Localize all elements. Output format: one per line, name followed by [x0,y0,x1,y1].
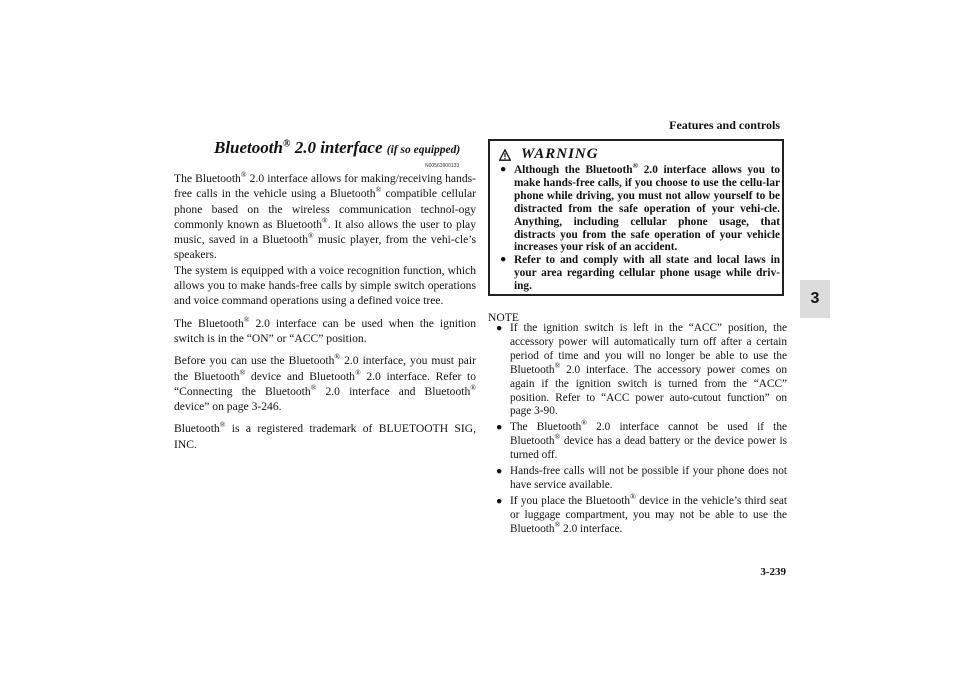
warning-item-text: Although the Bluetooth® 2.0 interface allows you to make hands-free calls, if you choose to use the cellu-lar phone while driving, you must not allow yourself to be distracted from the safe operation of your vehi-cle. Anything, including cellular phone usage, that distracts you from the safe operation of your vehicle increases your risk of an accident. [514,161,780,254]
title-rest: 2.0 interface [290,138,387,157]
title-main: Bluetooth [214,138,283,157]
note-item-text: Hands-free calls will not be possible if your phone does not have service available. [510,465,787,491]
registered-mark: ® [375,185,382,195]
warning-title: WARNING [521,146,599,162]
registered-mark: ® [554,519,561,529]
warning-header [499,146,599,163]
note-item [496,492,787,537]
bullet-icon: ● [496,422,503,434]
registered-mark: ® [310,383,317,392]
document-code: N00563900133 [425,163,460,169]
warning-item-text: Refer to and comply with all state and local laws in your area regarding cellular phone usage while driv-ing. [514,254,780,293]
note-item-text: If the ignition switch is left in the “ACC” position, the accessory power will automatically turn off after a certain period of time and you will no longer be able to use the Bluetooth® 2.0 interface. The accessory power comes on again if the ignition switch is turned from the “ACC” position. Refer to “ACC power auto-cutout function” on page 3-90. [510,322,787,418]
registered-mark: ® [581,418,587,428]
registered-mark: ® [240,170,247,180]
registered-mark: ® [322,216,328,226]
registered-mark: ® [243,314,250,324]
registered-mark: ® [630,492,636,502]
registered-mark: ® [554,432,561,442]
registered-mark: ® [354,367,361,377]
registered-mark: ® [554,360,561,370]
warning-box [488,139,784,296]
warning-item [500,254,780,293]
bullet-icon: ● [496,495,503,507]
registered-mark: ® [282,138,291,150]
registered-mark: ® [470,383,476,392]
page-number: 3-239 [760,566,786,578]
registered-mark: ® [334,352,341,362]
note-label: NOTE [488,311,519,324]
warning-list [500,161,780,293]
registered-mark: ® [219,420,226,430]
paragraph: Bluetooth® is a registered trademark of BLUETOOTH SIG, INC. [174,420,476,451]
section-header: Features and controls [669,118,780,132]
section-title [214,138,460,158]
chapter-tab: 3 [800,280,830,318]
note-item-text: The Bluetooth® 2.0 interface cannot be used if the Bluetooth® device has a dead battery or the device power is turned off. [510,418,787,462]
paragraph: The Bluetooth® 2.0 interface can be used when the ignition switch is in the “ON” or “ACC” position. [174,314,477,345]
body-text [174,171,476,452]
bullet-icon: ● [500,164,507,175]
paragraph: Before you can use the Bluetooth® 2.0 interface, you must pair the Bluetooth® device and Bluetooth® 2.0 interface. Refer to “Connecting the Bluetooth® 2.0 interface and Bluetooth® device” on page 3-246. [174,352,477,414]
note-item-text: If you place the Bluetooth® device in the vehicle’s third seat or luggage compartment, you may not be able to use the Bluetooth® 2.0 interface. [510,492,787,535]
bullet-icon: ● [500,254,507,266]
bullet-icon: ● [496,466,503,478]
registered-mark: ® [308,231,314,241]
bullet-icon: ● [496,323,503,334]
registered-mark: ® [239,367,246,377]
note-item [496,418,787,463]
note-item [496,465,787,493]
warning-item [500,161,780,254]
paragraph: The system is equipped with a voice recognition function, which allows you to make hands-free calls by simple switch operations and voice command operations using a defined voice tree. [174,263,476,308]
title-qualifier: (if so equipped) [386,144,461,156]
paragraph: The Bluetooth® 2.0 interface allows for making/receiving hands-free calls in the vehicle using a Bluetooth® compatible cellular phone based on the wireless communication technol-ogy commonly known as Bluetooth®. It also allows the user to play music, saved in a Bluetooth® music player, from the vehi-cle’s speakers. [174,170,477,262]
note-list [496,322,787,537]
warning-triangle-icon [499,149,511,161]
registered-mark: ® [632,161,639,171]
note-item [496,322,787,419]
